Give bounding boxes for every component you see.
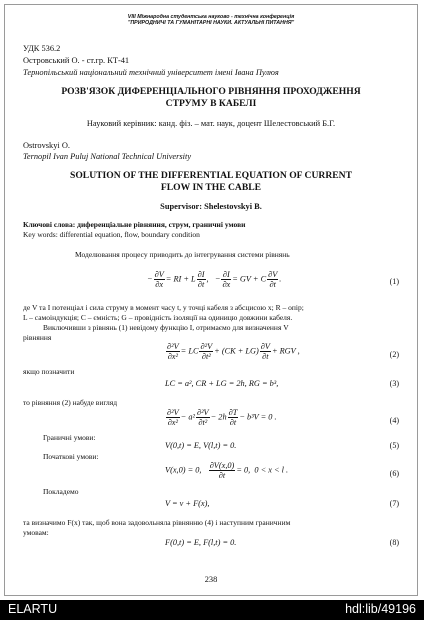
paragraph-8: Покладемо [43, 487, 79, 496]
repository-footer-bar [0, 600, 424, 620]
affiliation-ua: Тернопільський національний технічний університет імені Івана Пулюя [23, 68, 279, 77]
title-ua-line1: РОЗВ'ЯЗОК ДИФЕРЕНЦІАЛЬНОГО РІВНЯННЯ ПРОХОДЖЕННЯ [61, 86, 361, 97]
title-en-line1: SOLUTION OF THE DIFFERENTIAL EQUATION OF CURRENT [70, 170, 352, 181]
equation-4: $\frac{\text{∂²V}}{\text{∂x²}}$ − a² $\frac{\text{∂²V}}{\text{∂t²}}$ − 2h $\frac{\partial T}{\partial t}$ − b³V = 0 . [167, 408, 277, 427]
equation-number-3: (3) [389, 379, 399, 388]
paragraph-7: Початкові умови: [43, 452, 99, 461]
handle-link[interactable]: hdl:lib/49196 [345, 602, 416, 616]
equation-number-1: (1) [389, 277, 399, 286]
paper-page [4, 4, 418, 596]
equation-number-4: (4) [389, 416, 399, 425]
affiliation-en: Ternopil Ivan Puluj National Technical University [23, 152, 192, 161]
author-en: Ostrovskyi O. [23, 141, 70, 150]
paragraph-3-line2: рівняння [23, 333, 52, 342]
supervisor-en: Supervisor: Shelestovskyi B. [160, 202, 262, 211]
equation-1: − $\frac{\partial V}{\partial x}$ = RI + L $\frac{\partial I}{\partial t}$ , − $\frac{\partial I}{\partial x}$ = GV + C $\frac{\partial V}{\partial t}$ . [147, 270, 282, 289]
title-en-line2: FLOW IN THE CABLE [160, 182, 262, 193]
author-ua: Островський О. - ст.гр. КТ-41 [23, 56, 130, 65]
keywords-ua: Ключові слова: диференціальне рівняння, струм, граничні умови [23, 220, 246, 229]
paragraph-2-line2: L – самоіндукція; C – ємність; G – провідність ізоляції на одиницю довжини кабеля. [23, 313, 293, 322]
equation-number-6: (6) [389, 469, 399, 478]
equation-number-2: (2) [389, 350, 399, 359]
conference-header-line2: "ПРИРОДНИЧІ ТА ГУМАНІТАРНІ НАУКИ. АКТУАЛЬНІ ПИТАННЯ" [127, 20, 295, 26]
udk-code: УДК 536.2 [23, 44, 61, 53]
paragraph-1: Моделювання процесу приводить до інтегрування системи рівнянь [75, 250, 290, 259]
equation-5: V(0,t) = E, V(l,t) = 0. [165, 441, 237, 450]
paragraph-4: якщо позначити [23, 367, 75, 376]
paragraph-9-line2: умовам: [23, 528, 49, 537]
repository-name-link[interactable]: ELARTU [8, 602, 58, 616]
supervisor-ua: Науковий керівник: канд. фіз. – мат. наук, доцент Шелестовський Б.Г. [86, 119, 336, 128]
paragraph-5: то рівняння (2) набуде вигляд [23, 398, 118, 407]
equation-number-5: (5) [389, 441, 399, 450]
equation-6: V(x,0) = 0, $\frac{\partial V(x,0)}{\partial t}$ = 0, 0 < x < l . [165, 461, 289, 480]
paragraph-2-line1: де V та I потенціал і сила струму в момент часу t, у точці кабеля з абсцисою x; R – опір; [23, 303, 304, 312]
page-number: 238 [204, 575, 218, 584]
title-ua-line2: СТРУМУ В КАБЕЛІ [165, 98, 257, 109]
paragraph-9-line1: та визначимо F(x) так, щоб вона задовольняла рівнянню (4) і наступним граничним [23, 518, 291, 527]
equation-2: $\frac{\text{∂²V}}{\text{∂x²}}$ = LC $\frac{\text{∂²V}}{\text{∂t²}}$ + (CK + LG) $\frac{\partial V}{\partial t}$ + RGV , [167, 342, 300, 361]
keywords-en: Key words: differential equation, flow, boundary condition [23, 230, 200, 239]
paragraph-3-line1: Виключивши з рівнянь (1) невідому функцію I, отримаємо для визначення V [43, 323, 289, 332]
equation-number-8: (8) [389, 538, 399, 547]
equation-8: F(0,t) = E, F(l,t) = 0. [165, 538, 237, 547]
paragraph-6: Граничні умови: [43, 433, 96, 442]
equation-number-7: (7) [389, 499, 399, 508]
conference-header-line1: VIII Міжнародна студентська науково - технічна конференція [127, 14, 295, 20]
equation-7: V = v + F(x), [165, 499, 210, 508]
equation-3: LC = a², CR + LG = 2h, RG = b³, [165, 379, 279, 388]
